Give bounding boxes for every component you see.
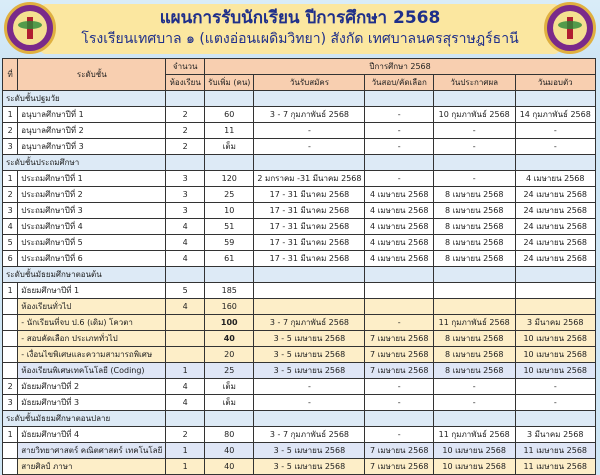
cell xyxy=(254,91,365,107)
cell-level: อนุบาลศึกษาปีที่ 2 xyxy=(18,123,166,139)
cell-exam: 4 เมษายน 2568 xyxy=(365,235,433,251)
cell-exam: 7 เมษายน 2568 xyxy=(365,459,433,475)
cell-accept: 51 xyxy=(205,219,254,235)
cell xyxy=(433,411,515,427)
cell-apply: 3 - 7 กุมภาพันธ์ 2568 xyxy=(254,427,365,443)
cell-rooms: 1 xyxy=(166,363,205,379)
table-row xyxy=(3,235,596,251)
cell-exam xyxy=(365,283,433,299)
cell-exam xyxy=(365,299,433,315)
cell-apply: 17 - 31 มีนาคม 2568 xyxy=(254,187,365,203)
cell-apply: 17 - 31 มีนาคม 2568 xyxy=(254,251,365,267)
cell-no: 6 xyxy=(3,251,18,267)
cell-accept: 59 xyxy=(205,235,254,251)
table-row xyxy=(3,363,596,379)
cell-exam: 7 เมษายน 2568 xyxy=(365,331,433,347)
cell-no xyxy=(3,363,18,379)
cell-no xyxy=(3,299,18,315)
cell-rooms: 3 xyxy=(166,171,205,187)
cell xyxy=(205,411,254,427)
cell-report: 11 เมษายน 2568 xyxy=(515,459,595,475)
cell-no: 4 xyxy=(3,219,18,235)
cell-level: มัธยมศึกษาปีที่ 3 xyxy=(18,395,166,411)
cell-apply: 3 - 7 กุมภาพันธ์ 2568 xyxy=(254,315,365,331)
cell-report: 14 กุมภาพันธ์ 2568 xyxy=(515,107,595,123)
cell-no: 1 xyxy=(3,427,18,443)
admission-table xyxy=(2,58,596,475)
section-label: ระดับชั้นมัธยมศึกษาตอนต้น xyxy=(3,267,166,283)
cell-report: 3 มีนาคม 2568 xyxy=(515,315,595,331)
cell-rooms: 4 xyxy=(166,219,205,235)
page-title: แผนการรับนักเรียน ปีการศึกษา 2568 xyxy=(159,8,441,28)
cell-report: 24 เมษายน 2568 xyxy=(515,251,595,267)
cell-announce: 8 เมษายน 2568 xyxy=(433,363,515,379)
cell-accept: เต็ม xyxy=(205,395,254,411)
cell-announce: 8 เมษายน 2568 xyxy=(433,203,515,219)
table-row xyxy=(3,347,596,363)
cell-report: 24 เมษายน 2568 xyxy=(515,235,595,251)
table-row xyxy=(3,299,596,315)
col-apply: วันรับสมัคร xyxy=(254,75,365,91)
cell-report: - xyxy=(515,379,595,395)
cell xyxy=(433,267,515,283)
cell-announce: - xyxy=(433,171,515,187)
section-label: ระดับชั้นประถมศึกษา xyxy=(3,155,166,171)
cell-no: 3 xyxy=(3,203,18,219)
cell xyxy=(365,91,433,107)
cell-rooms: 1 xyxy=(166,443,205,459)
cell-rooms: 2 xyxy=(166,427,205,443)
cell-report xyxy=(515,283,595,299)
cell-accept: 61 xyxy=(205,251,254,267)
cell-no: 3 xyxy=(3,395,18,411)
cell-accept: 60 xyxy=(205,107,254,123)
section-row xyxy=(3,91,596,107)
cell-announce: 8 เมษายน 2568 xyxy=(433,347,515,363)
cell-rooms: 4 xyxy=(166,395,205,411)
cell-apply: - xyxy=(254,379,365,395)
cell-report: 3 มีนาคม 2568 xyxy=(515,427,595,443)
cell-level: สายศิลป์ ภาษา xyxy=(18,459,166,475)
cell xyxy=(166,411,205,427)
header-banner xyxy=(0,0,600,58)
cell-accept: 80 xyxy=(205,427,254,443)
cell-apply: 2 มกราคม -31 มีนาคม 2568 xyxy=(254,171,365,187)
cell-report: 10 เมษายน 2568 xyxy=(515,363,595,379)
cell-accept: 100 xyxy=(205,315,254,331)
cell xyxy=(166,267,205,283)
cell-no xyxy=(3,315,18,331)
cell-level: อนุบาลศึกษาปีที่ 3 xyxy=(18,139,166,155)
cell-apply: - xyxy=(254,123,365,139)
cell-announce: 8 เมษายน 2568 xyxy=(433,235,515,251)
cell-no xyxy=(3,331,18,347)
cell-no xyxy=(3,443,18,459)
cell-report: - xyxy=(515,123,595,139)
cell-exam: 4 เมษายน 2568 xyxy=(365,219,433,235)
cell-rooms xyxy=(166,331,205,347)
cell-rooms: 4 xyxy=(166,379,205,395)
cell-level: สายวิทยาศาสตร์ คณิตศาสตร์ เทคโนโลยี xyxy=(18,443,166,459)
cell-apply xyxy=(254,299,365,315)
cell-rooms: 4 xyxy=(166,235,205,251)
cell-announce xyxy=(433,283,515,299)
cell-no: 1 xyxy=(3,171,18,187)
cell-report: 10 เมษายน 2568 xyxy=(515,331,595,347)
table-row xyxy=(3,427,596,443)
cell-exam: - xyxy=(365,395,433,411)
cell-accept: 40 xyxy=(205,331,254,347)
cell-no: 1 xyxy=(3,283,18,299)
cell-exam: - xyxy=(365,379,433,395)
col-report: วันมอบตัว xyxy=(515,75,595,91)
cell-no: 3 xyxy=(3,139,18,155)
table-row xyxy=(3,187,596,203)
section-label: ระดับชั้นปฐมวัย xyxy=(3,91,166,107)
cell-exam: 7 เมษายน 2568 xyxy=(365,443,433,459)
cell-report: 24 เมษายน 2568 xyxy=(515,203,595,219)
cell xyxy=(433,155,515,171)
cell-exam: - xyxy=(365,171,433,187)
cell-announce: 10 กุมภาพันธ์ 2568 xyxy=(433,107,515,123)
cell-level: ห้องเรียนพิเศษเทคโนโลยี (Coding) xyxy=(18,363,166,379)
cell-apply xyxy=(254,283,365,299)
cell-exam: - xyxy=(365,315,433,331)
cell-report: - xyxy=(515,395,595,411)
cell-exam: - xyxy=(365,139,433,155)
section-row xyxy=(3,155,596,171)
cell-apply: 3 - 5 เมษายน 2568 xyxy=(254,443,365,459)
cell-accept: 40 xyxy=(205,443,254,459)
cell-accept: 25 xyxy=(205,363,254,379)
cell-accept: 185 xyxy=(205,283,254,299)
cell-announce: 10 เมษายน 2568 xyxy=(433,459,515,475)
cell-report: 24 เมษายน 2568 xyxy=(515,219,595,235)
col-exam: วันสอบ/คัดเลือก xyxy=(365,75,433,91)
col-rooms: ห้องเรียน xyxy=(166,75,205,91)
cell-accept: 25 xyxy=(205,187,254,203)
cell-level: ประถมศึกษาปีที่ 3 xyxy=(18,203,166,219)
cell xyxy=(515,91,595,107)
table-row xyxy=(3,315,596,331)
cell xyxy=(515,267,595,283)
table-row xyxy=(3,171,596,187)
cell-report xyxy=(515,299,595,315)
cell-exam: 7 เมษายน 2568 xyxy=(365,347,433,363)
cell-exam: 4 เมษายน 2568 xyxy=(365,203,433,219)
cell xyxy=(365,155,433,171)
cell-report: 11 เมษายน 2568 xyxy=(515,443,595,459)
table-row xyxy=(3,331,596,347)
table-row xyxy=(3,107,596,123)
table-row xyxy=(3,443,596,459)
cell xyxy=(205,91,254,107)
table-row xyxy=(3,459,596,475)
cell-announce: - xyxy=(433,123,515,139)
cell-announce: 8 เมษายน 2568 xyxy=(433,187,515,203)
cell-accept: 11 xyxy=(205,123,254,139)
cell-apply: - xyxy=(254,395,365,411)
cell xyxy=(515,155,595,171)
col-no: ที่ xyxy=(3,59,18,91)
table-row xyxy=(3,379,596,395)
cell-report: - xyxy=(515,139,595,155)
cell-rooms: 5 xyxy=(166,283,205,299)
cell-exam: - xyxy=(365,107,433,123)
cell xyxy=(254,267,365,283)
cell-rooms: 4 xyxy=(166,299,205,315)
cell-accept: เต็ม xyxy=(205,379,254,395)
cell-level: - นักเรียนที่จบ ป.6 (เดิม) โควตา xyxy=(18,315,166,331)
cell-apply: 17 - 31 มีนาคม 2568 xyxy=(254,219,365,235)
cell xyxy=(433,91,515,107)
col-announce: วันประกาศผล xyxy=(433,75,515,91)
cell-exam: 4 เมษายน 2568 xyxy=(365,187,433,203)
page-subtitle: โรงเรียนเทศบาล ๑ (แตงอ่อนเผดิมวิทยา) สังกัด เทศบาลนครสุราษฎร์ธานี xyxy=(81,31,519,47)
table-row xyxy=(3,395,596,411)
cell-no xyxy=(3,459,18,475)
cell-accept: 160 xyxy=(205,299,254,315)
col-year: ปีการศึกษา 2568 xyxy=(205,59,596,75)
cell-accept: 40 xyxy=(205,459,254,475)
cell-announce xyxy=(433,299,515,315)
cell-level: ประถมศึกษาปีที่ 1 xyxy=(18,171,166,187)
col-count: จำนวน xyxy=(166,59,205,75)
cell-no: 2 xyxy=(3,123,18,139)
cell-level: มัธยมศึกษาปีที่ 1 xyxy=(18,283,166,299)
cell-apply: 3 - 5 เมษายน 2568 xyxy=(254,363,365,379)
cell-accept: 20 xyxy=(205,347,254,363)
section-row xyxy=(3,411,596,427)
cell-announce: 8 เมษายน 2568 xyxy=(433,219,515,235)
section-row xyxy=(3,267,596,283)
cell-report: 10 เมษายน 2568 xyxy=(515,347,595,363)
cell-exam: 4 เมษายน 2568 xyxy=(365,251,433,267)
cell-apply: 3 - 7 กุมภาพันธ์ 2568 xyxy=(254,107,365,123)
cell-announce: 8 เมษายน 2568 xyxy=(433,331,515,347)
cell-no: 2 xyxy=(3,379,18,395)
cell-exam: - xyxy=(365,427,433,443)
cell-rooms: 2 xyxy=(166,139,205,155)
cell-rooms xyxy=(166,347,205,363)
cell-apply: 17 - 31 มีนาคม 2568 xyxy=(254,203,365,219)
cell-accept: เต็ม xyxy=(205,139,254,155)
cell-report: 4 เมษายน 2568 xyxy=(515,171,595,187)
cell-announce: - xyxy=(433,139,515,155)
cell-rooms: 3 xyxy=(166,187,205,203)
table-row xyxy=(3,219,596,235)
cell-apply: - xyxy=(254,139,365,155)
cell xyxy=(254,411,365,427)
cell-announce: - xyxy=(433,379,515,395)
cell-rooms: 1 xyxy=(166,459,205,475)
section-label: ระดับชั้นมัธยมศึกษาตอนปลาย xyxy=(3,411,166,427)
table-row xyxy=(3,123,596,139)
cell-apply: 3 - 5 เมษายน 2568 xyxy=(254,331,365,347)
cell-exam: - xyxy=(365,123,433,139)
cell-level: ประถมศึกษาปีที่ 4 xyxy=(18,219,166,235)
cell-level: อนุบาลศึกษาปีที่ 1 xyxy=(18,107,166,123)
cell-level: มัธยมศึกษาปีที่ 2 xyxy=(18,379,166,395)
cell-rooms: 3 xyxy=(166,203,205,219)
cell-no: 2 xyxy=(3,187,18,203)
cell-rooms xyxy=(166,315,205,331)
cell-announce: 11 กุมภาพันธ์ 2568 xyxy=(433,427,515,443)
cell-apply: 3 - 5 เมษายน 2568 xyxy=(254,459,365,475)
cell xyxy=(166,91,205,107)
cell-announce: 11 กุมภาพันธ์ 2568 xyxy=(433,315,515,331)
cell xyxy=(205,155,254,171)
cell xyxy=(254,155,365,171)
col-level: ระดับชั้น xyxy=(18,59,166,91)
cell-announce: 10 เมษายน 2568 xyxy=(433,443,515,459)
cell-accept: 10 xyxy=(205,203,254,219)
cell-no xyxy=(3,347,18,363)
table-row xyxy=(3,139,596,155)
cell-level: - สอบคัดเลือก ประเภททั่วไป xyxy=(18,331,166,347)
cell-no: 5 xyxy=(3,235,18,251)
cell-level: ประถมศึกษาปีที่ 6 xyxy=(18,251,166,267)
cell-exam: 7 เมษายน 2568 xyxy=(365,363,433,379)
cell-level: ห้องเรียนทั่วไป xyxy=(18,299,166,315)
cell-level: - เงื่อนไขพิเศษและความสามารถพิเศษ xyxy=(18,347,166,363)
cell xyxy=(166,155,205,171)
cell xyxy=(365,267,433,283)
cell-report: 24 เมษายน 2568 xyxy=(515,187,595,203)
table-row xyxy=(3,251,596,267)
cell-rooms: 2 xyxy=(166,107,205,123)
cell-rooms: 4 xyxy=(166,251,205,267)
table-row xyxy=(3,203,596,219)
cell-apply: 17 - 31 มีนาคม 2568 xyxy=(254,235,365,251)
cell-announce: - xyxy=(433,395,515,411)
col-accept: รับเพิ่ม (คน) xyxy=(205,75,254,91)
cell-apply: 3 - 5 เมษายน 2568 xyxy=(254,347,365,363)
cell-announce: 8 เมษายน 2568 xyxy=(433,251,515,267)
cell-level: ประถมศึกษาปีที่ 5 xyxy=(18,235,166,251)
table-row xyxy=(3,283,596,299)
cell xyxy=(205,267,254,283)
cell xyxy=(365,411,433,427)
cell-level: ประถมศึกษาปีที่ 2 xyxy=(18,187,166,203)
cell-no: 1 xyxy=(3,107,18,123)
cell-rooms: 2 xyxy=(166,123,205,139)
cell xyxy=(515,411,595,427)
cell-level: มัธยมศึกษาปีที่ 4 xyxy=(18,427,166,443)
cell-accept: 120 xyxy=(205,171,254,187)
